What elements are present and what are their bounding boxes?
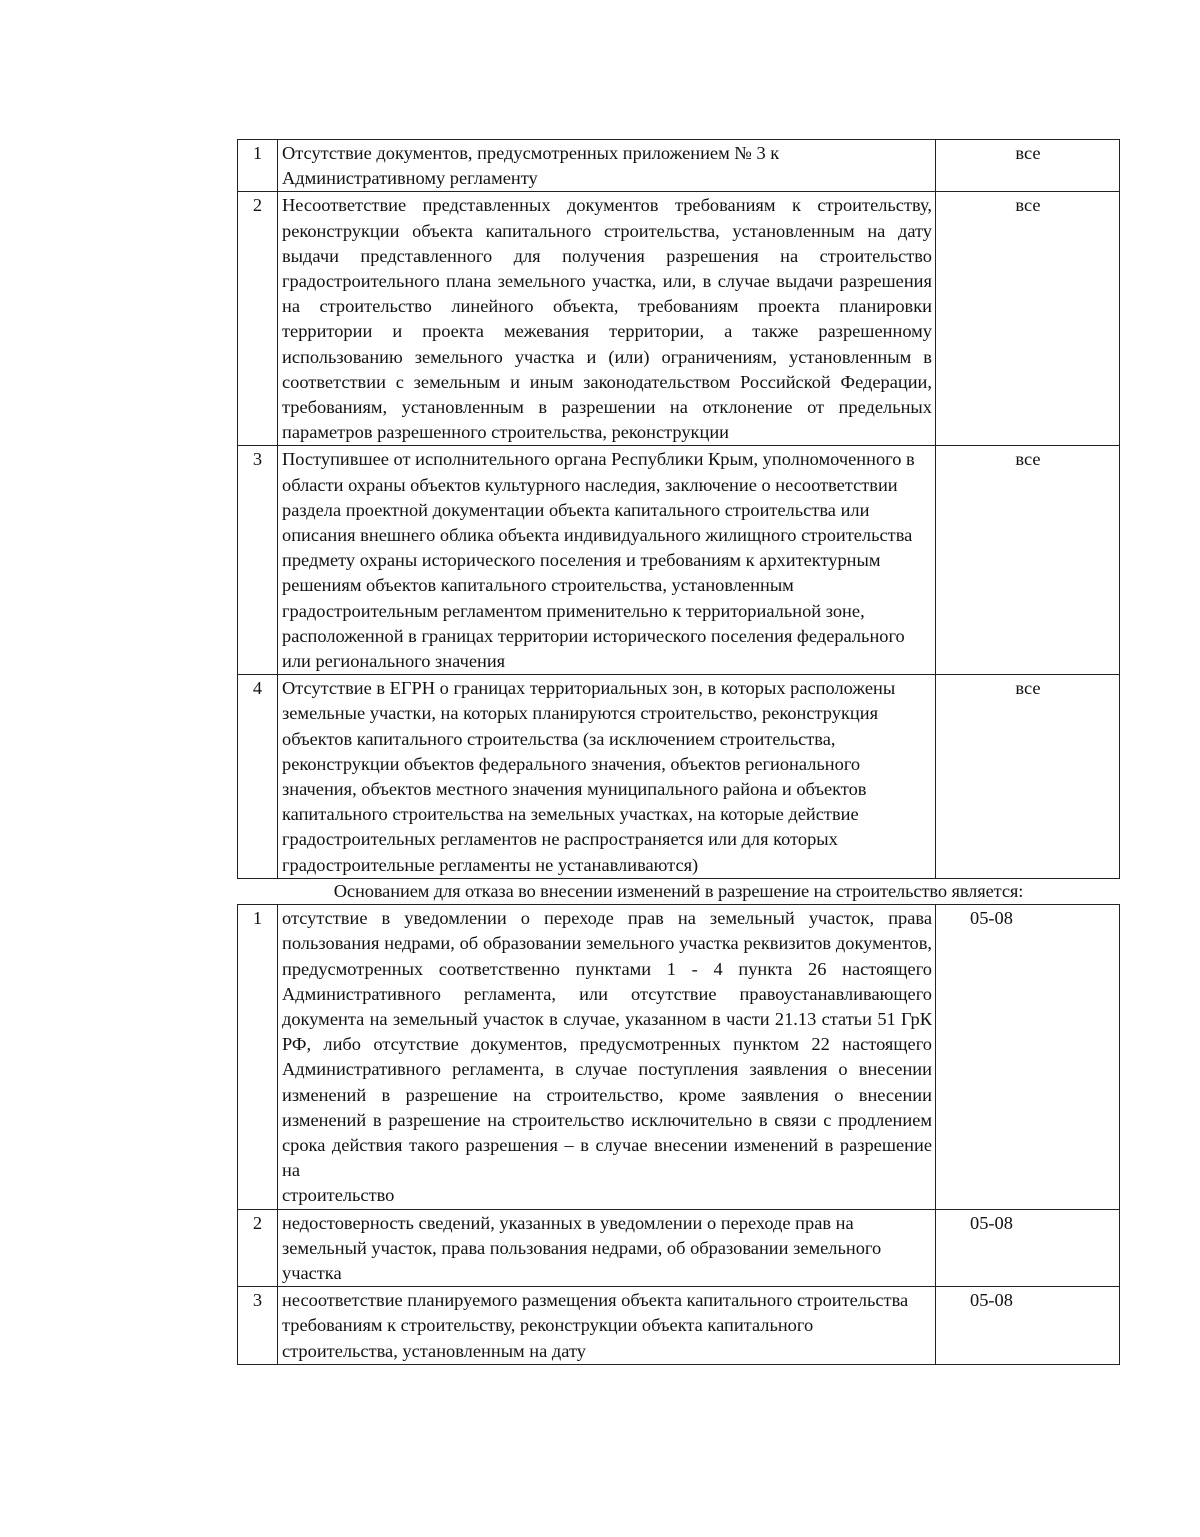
row-number: 1 — [238, 140, 278, 192]
table-row — [238, 1209, 1120, 1287]
row-number: 3 — [238, 446, 278, 675]
row-applicability: все — [936, 140, 1120, 192]
row-stage-code: 05-08 — [936, 1287, 1120, 1365]
document-table — [237, 139, 1120, 1365]
row-number: 1 — [238, 905, 278, 1209]
row-text: несоответствие планируемого размещения объекта капитального строительства требованиям к строительству, реконструкции объекта капитального строительства, установленным на дату — [278, 1287, 936, 1365]
row-applicability: все — [936, 446, 1120, 675]
row-number: 3 — [238, 1287, 278, 1365]
row-number: 4 — [238, 675, 278, 879]
row-stage-code: 05-08 — [936, 905, 1120, 1209]
row-text: недостоверность сведений, указанных в уведомлении о переходе прав на земельный участок, права пользования недрами, об образовании земельного участка — [278, 1209, 936, 1287]
table-row — [238, 446, 1120, 675]
table-row — [238, 675, 1120, 879]
table-row — [238, 1287, 1120, 1365]
row-text-cell — [278, 192, 936, 446]
row-text: Отсутствие в ЕГРН о границах территориальных зон, в которых расположены земельные участки, на которых планируются строительство, реконструкция объектов капитального строительства (за исключением строительства, реконструкции объектов федерального значения, объектов регионального значения, объектов местного значения муниципального района и объектов капитального строительства на земельных участках, на которые действие градостроительных регламентов не распространяется или для которых градостроительные регламенты не устанавливаются) — [278, 675, 936, 879]
row-stage-code: 05-08 — [936, 1209, 1120, 1287]
row-applicability: все — [936, 675, 1120, 879]
row-number: 2 — [238, 192, 278, 446]
row-text: Несоответствие представленных документов требованиям к строительству, реконструкции объекта капитального строительства, установленным на дату выдачи представленного для получения разрешения на строительство градостроительного плана земельного участка, или, в случае выдачи разрешения на строительство линейного объекта, требованиям проекта планировки территории и проекта межевания территории, а также разрешенному использованию земельного участка и (или) ограничениям, установленным в соответствии с земельным и иным законодательством Российской Федерации, требованиям, установленным в разрешении на отклонение от предельных — [282, 195, 932, 418]
section-heading: Основанием для отказа во внесении изменений в разрешение на строительство является: — [238, 878, 1120, 904]
row-text: Отсутствие документов, предусмотренных приложением № 3 к Административному регламенту — [278, 140, 936, 192]
table-row — [238, 905, 1120, 1209]
section-row — [238, 878, 1120, 904]
row-text-cell — [278, 905, 936, 1209]
row-text: отсутствие в уведомлении о переходе прав на земельный участок, права пользования недрами, об образовании земельного участка реквизитов документов, предусмотренных соответственно пунктами 1 - 4 пункта 26 настоящего Административного регламента, или отсутствие правоустанавливающего документа на земельный участок в случае, указанном в части 21.13 статьи 51 ГрК РФ, либо отсутствие документов, предусмотренных пунктом 22 настоящего Административного регламента, в случае поступления заявления о внесении изменений в разрешение на строительство, кроме заявления о внесении изменений в разрешение на строительство исключительно в связи с продлением срока действия такого разрешения – в случае внесении изменений в разрешение на — [282, 908, 932, 1181]
row-text-tail: строительство — [282, 1185, 395, 1206]
row-text-tail: параметров разрешенного строительства, реконструкции — [282, 422, 730, 443]
row-number: 2 — [238, 1209, 278, 1287]
table-row — [238, 140, 1120, 192]
row-text: Поступившее от исполнительного органа Республики Крым, уполномоченного в области охраны объектов культурного наследия, заключение о несоответствии раздела проектной документации объекта капитального строительства или описания внешнего облика объекта индивидуального жилищного строительства предмету охраны исторического поселения и требованиям к архитектурным решениям объектов капитального строительства, установленным градостроительным регламентом применительно к территориальной зоне, расположенной в границах территории исторического поселения федерального или регионального значения — [278, 446, 936, 675]
row-applicability: все — [936, 192, 1120, 446]
table-row — [238, 192, 1120, 446]
